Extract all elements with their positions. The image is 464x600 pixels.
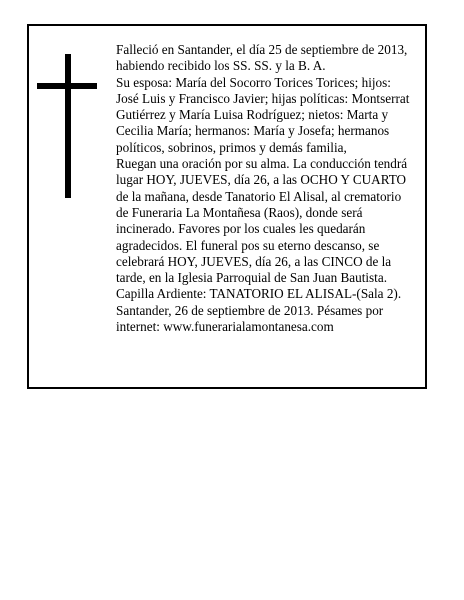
text-line: tarde, en la Iglesia Parroquial de San Juan Bautista.: [116, 270, 387, 286]
text-line: Santander, 26 de septiembre de 2013. Pésames por: [116, 302, 384, 318]
text-line: de la mañana, desde Tanatorio El Alisal, al crematorio: [116, 188, 402, 204]
text-line: de Funeraria La Montañesa (Raos), donde será: [116, 204, 363, 220]
cross-horizontal-bar: [37, 83, 97, 89]
text-line: internet: www.funerarialamontanesa.com: [116, 319, 334, 335]
text-line: Capilla Ardiente: TANATORIO EL ALISAL-(Sala 2).: [116, 286, 402, 302]
text-line: Cecilia María; hermanos: María y Josefa; hermanos: [116, 123, 390, 139]
obituary-notice: [27, 24, 427, 389]
text-line: Gutiérrez y María Luisa Rodríguez; nietos: Marta y: [116, 107, 389, 123]
text-line: Su esposa: María del Socorro Torices Torices; hijos:: [116, 74, 391, 90]
cross-vertical-bar: [65, 54, 71, 198]
text-line: habiendo recibido los SS. SS. y la B. A.: [116, 58, 326, 74]
cross-icon: [37, 54, 97, 198]
text-line: celebrará HOY, JUEVES, día 26, a las CINCO de la: [116, 253, 392, 269]
text-line: Ruegan una oración por su alma. La conducción tendrá: [116, 156, 408, 172]
text-line: políticos, sobrinos, primos y demás familia,: [116, 139, 347, 155]
text-line: incinerado. Favores por los cuales les quedarán: [116, 221, 366, 237]
text-line: agradecidos. El funeral pos su eterno descanso, se: [116, 237, 380, 253]
obituary-text: [116, 42, 422, 335]
text-line: José Luis y Francisco Javier; hijas políticas: Montserrat: [116, 90, 410, 106]
text-line: lugar HOY, JUEVES, día 26, a las OCHO Y CUARTO: [116, 172, 407, 188]
text-line: Falleció en Santander, el día 25 de septiembre de 2013,: [116, 42, 408, 57]
